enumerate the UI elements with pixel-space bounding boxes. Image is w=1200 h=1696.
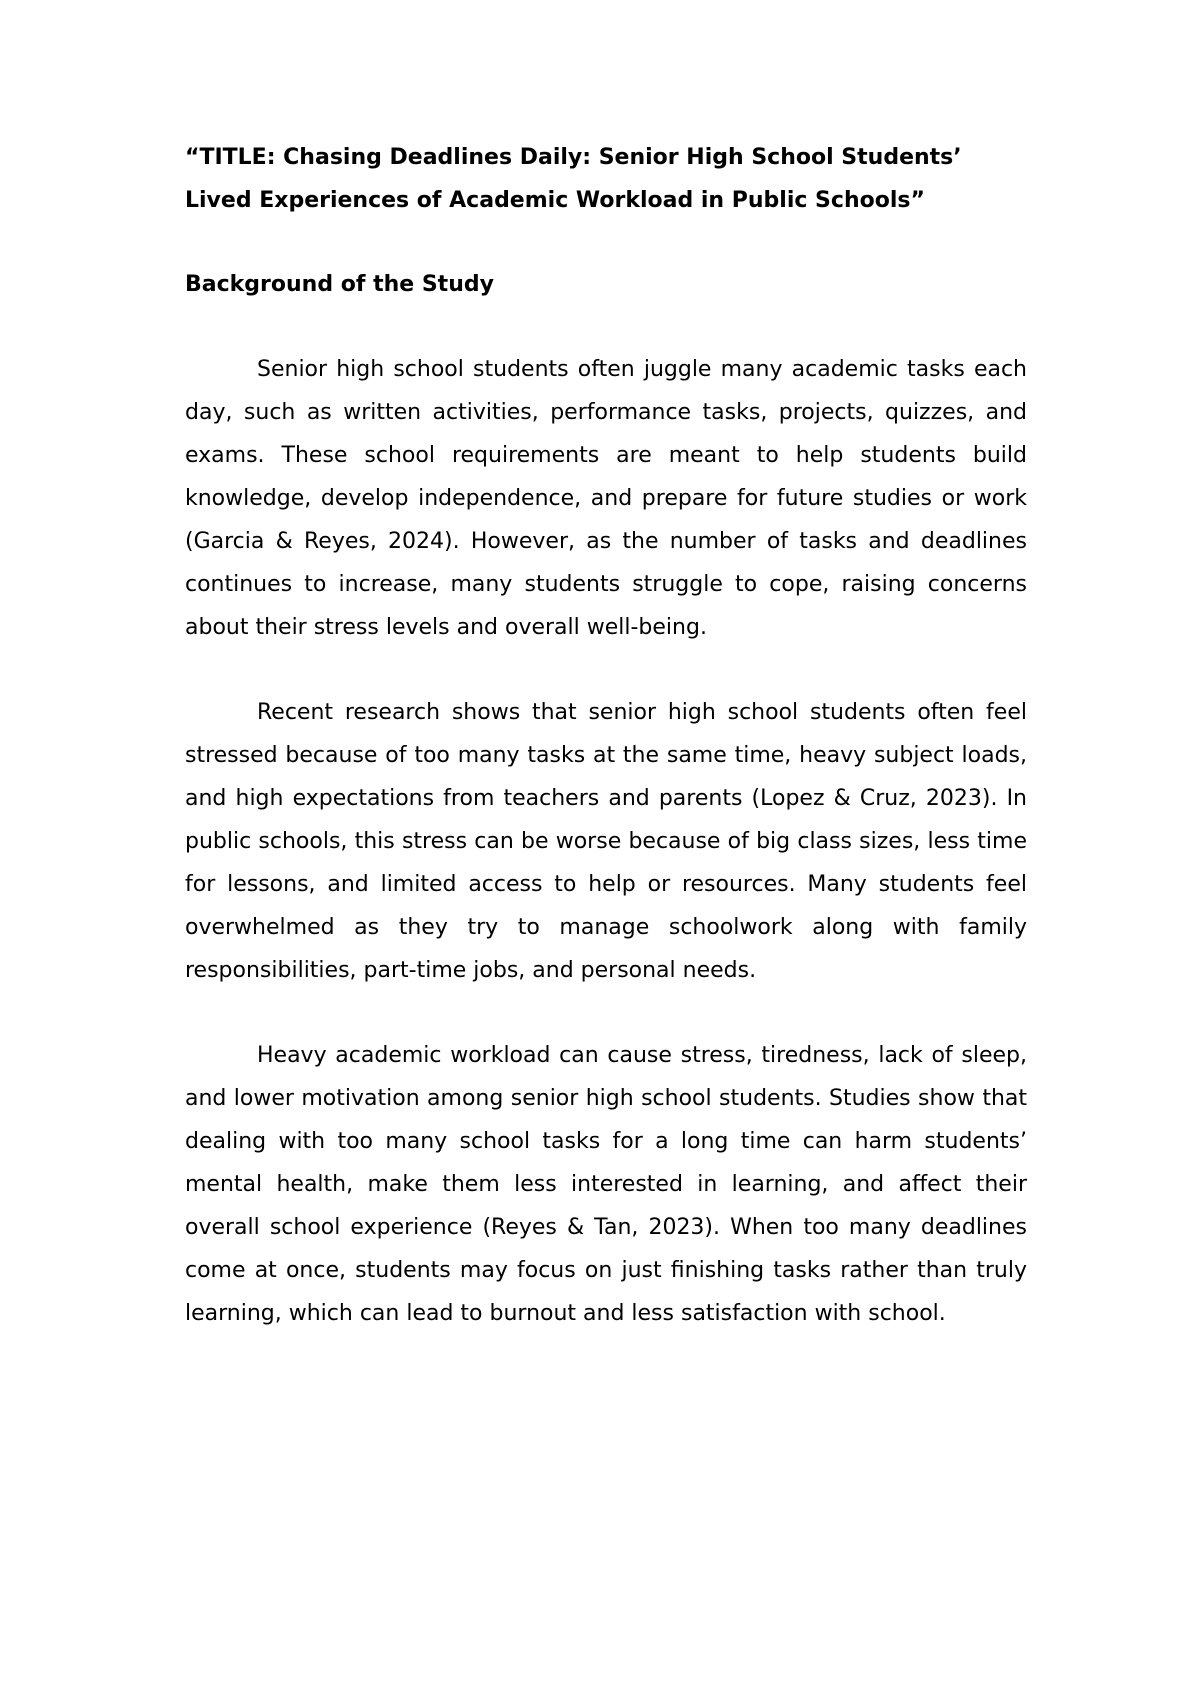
document-body bbox=[185, 136, 1027, 1335]
paragraph-2: Recent research shows that senior high school students often feel stressed because of too many tasks at the same time, heavy subject loads, and high expectations from teachers and parents (Lopez & Cruz, 2023). In public schools, this stress can be worse because of big class sizes, less time for lessons, and limited access to help or resources. Many students feel overwhelmed as they try to manage schoolwork along with family responsibilities, part-time jobs, and personal needs. bbox=[185, 700, 1027, 983]
section-heading: Background of the Study bbox=[185, 272, 494, 297]
document-title: “TITLE: Chasing Deadlines Daily: Senior High School Students’ Lived Experiences of Academic Workload in Public Schools” bbox=[185, 145, 962, 213]
paragraph-1: Senior high school students often juggle many academic tasks each day, such as written activities, performance tasks, projects, quizzes, and exams. These school requirements are meant to help students build knowledge, develop independence, and prepare for future studies or work (Garcia & Reyes, 2024). However, as the number of tasks and deadlines continues to increase, many students struggle to cope, raising concerns about their stress levels and overall well-being. bbox=[185, 357, 1027, 640]
paragraph-3: Heavy academic workload can cause stress, tiredness, lack of sleep, and lower motivation among senior high school students. Studies show that dealing with too many school tasks for a long time can harm students’ mental health, make them less interested in learning, and affect their overall school experience (Reyes & Tan, 2023). When too many deadlines come at once, students may focus on just finishing tasks rather than truly learning, which can lead to burnout and less satisfaction with school. bbox=[185, 1043, 1027, 1326]
